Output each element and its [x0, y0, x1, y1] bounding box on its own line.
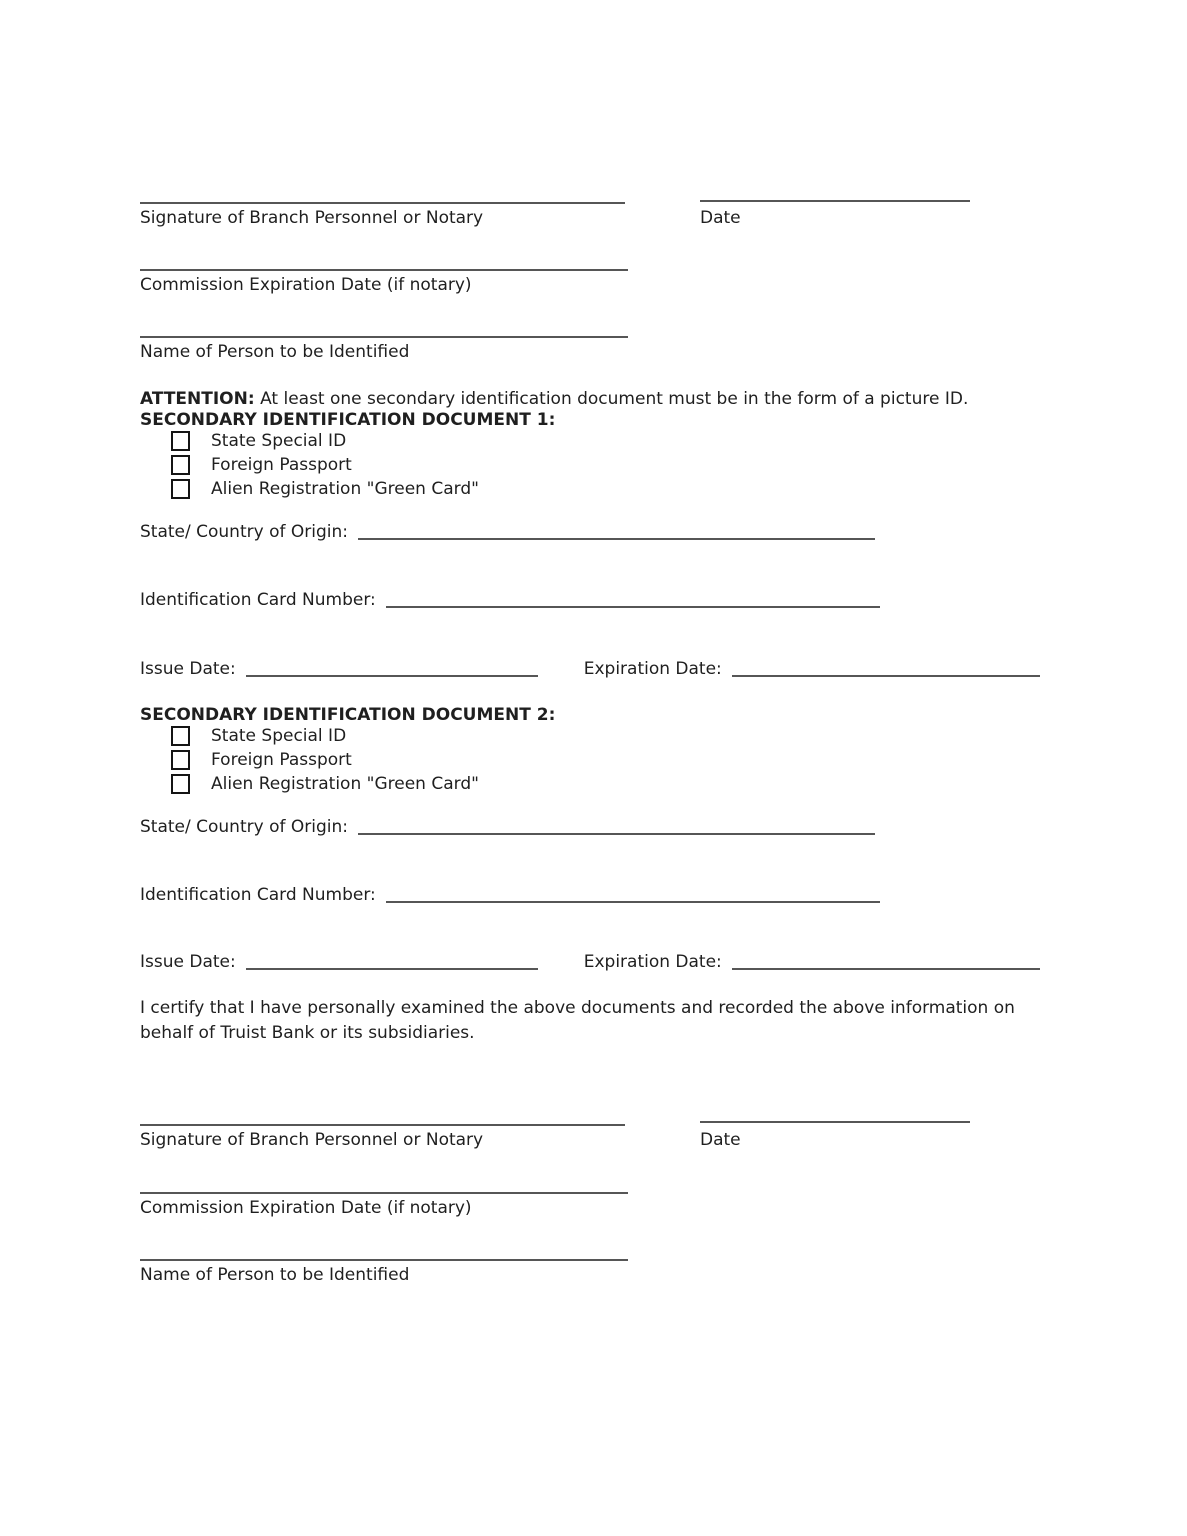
- attention-note: [140, 387, 1060, 412]
- doc1-card-number-label: Identification Card Number:: [140, 590, 376, 610]
- doc2-heading: SECONDARY IDENTIFICATION DOCUMENT 2:: [140, 705, 556, 725]
- doc2-checkbox-alien-registration[interactable]: [171, 774, 190, 794]
- bottom-name-line[interactable]: [140, 1259, 628, 1261]
- doc2-option-row: [171, 750, 352, 770]
- doc1-issue-date-label: Issue Date:: [140, 659, 236, 679]
- doc1-checkbox-foreign-passport[interactable]: [171, 455, 190, 475]
- bottom-signature-label: Signature of Branch Personnel or Notary: [140, 1130, 484, 1150]
- top-name-label: Name of Person to be Identified: [140, 342, 410, 362]
- top-date-label: Date: [700, 208, 741, 228]
- bottom-date-label: Date: [700, 1130, 741, 1150]
- doc2-checkbox-state-special-id[interactable]: [171, 726, 190, 746]
- certification-statement: I certify that I have personally examined the above documents and recorded the above information on behalf of Truist Bank or its subsidiaries.: [140, 998, 1015, 1044]
- doc2-option-label: Alien Registration "Green Card": [211, 774, 479, 794]
- doc2-issue-date-line[interactable]: [246, 968, 538, 970]
- doc1-option-label: Alien Registration "Green Card": [211, 479, 479, 499]
- doc1-option-label: Foreign Passport: [211, 455, 352, 475]
- doc1-card-number-row: [140, 590, 880, 610]
- doc1-origin-row: [140, 522, 875, 542]
- doc1-origin-label: State/ Country of Origin:: [140, 522, 348, 542]
- doc1-dates-row: [140, 659, 1040, 679]
- doc2-card-number-line[interactable]: [386, 901, 880, 903]
- top-date-line[interactable]: [700, 200, 970, 202]
- doc2-option-row: [171, 774, 479, 794]
- top-commission-label: Commission Expiration Date (if notary): [140, 275, 472, 295]
- doc1-heading: SECONDARY IDENTIFICATION DOCUMENT 1:: [140, 410, 556, 430]
- doc2-expiration-date-line[interactable]: [732, 968, 1040, 970]
- doc1-origin-line[interactable]: [358, 538, 875, 540]
- doc1-option-row: [171, 455, 352, 475]
- doc1-expiration-date-label: Expiration Date:: [583, 659, 722, 679]
- doc1-checkbox-state-special-id[interactable]: [171, 431, 190, 451]
- doc2-expiration-date-label: Expiration Date:: [583, 952, 722, 972]
- attention-lead: ATTENTION:: [140, 389, 255, 409]
- doc2-card-number-row: [140, 885, 880, 905]
- bottom-commission-label: Commission Expiration Date (if notary): [140, 1198, 472, 1218]
- bottom-name-label: Name of Person to be Identified: [140, 1265, 410, 1285]
- doc2-card-number-label: Identification Card Number:: [140, 885, 376, 905]
- doc2-option-label: State Special ID: [211, 726, 347, 746]
- doc2-option-row: [171, 726, 346, 746]
- top-signature-line[interactable]: [140, 202, 625, 204]
- doc2-issue-date-label: Issue Date:: [140, 952, 236, 972]
- doc2-checkbox-foreign-passport[interactable]: [171, 750, 190, 770]
- doc1-issue-date-line[interactable]: [246, 675, 538, 677]
- bottom-date-line[interactable]: [700, 1121, 970, 1123]
- doc2-option-label: Foreign Passport: [211, 750, 352, 770]
- doc1-option-row: [171, 431, 346, 451]
- doc1-option-label: State Special ID: [211, 431, 347, 451]
- doc2-origin-label: State/ Country of Origin:: [140, 817, 348, 837]
- top-name-line[interactable]: [140, 336, 628, 338]
- top-signature-label: Signature of Branch Personnel or Notary: [140, 208, 484, 228]
- bottom-commission-line[interactable]: [140, 1192, 628, 1194]
- doc2-dates-row: [140, 952, 1040, 972]
- doc1-expiration-date-line[interactable]: [732, 675, 1040, 677]
- doc1-option-row: [171, 479, 479, 499]
- top-commission-line[interactable]: [140, 269, 628, 271]
- attention-text: At least one secondary identification document must be in the form of a picture ID.: [254, 389, 969, 409]
- doc2-origin-line[interactable]: [358, 833, 875, 835]
- bottom-signature-line[interactable]: [140, 1124, 625, 1126]
- doc1-card-number-line[interactable]: [386, 606, 880, 608]
- doc2-origin-row: [140, 817, 875, 837]
- doc1-checkbox-alien-registration[interactable]: [171, 479, 190, 499]
